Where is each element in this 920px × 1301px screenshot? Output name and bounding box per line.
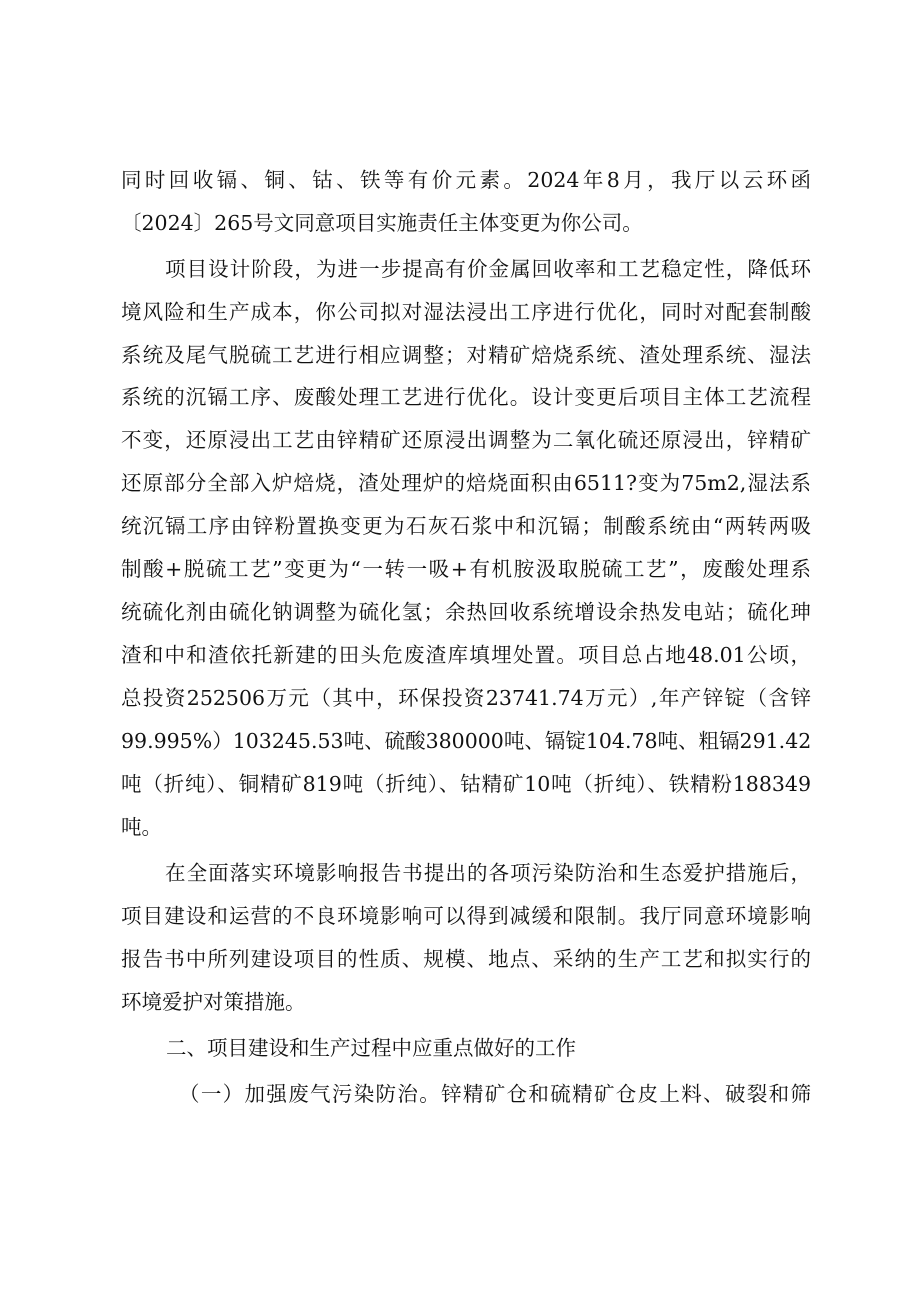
paragraph-2-line-12: 99.995%）103245.53吨、硫酸380000吨、镉锭104.78吨、粗镉291.42 xyxy=(121,729,811,753)
paragraph-2-line-4: 系统的沉镉工序、废酸处理工艺进行优化。设计变更后项目主体工艺流程 xyxy=(121,385,811,409)
paragraph-2-line-13: 吨（折纯）、铜精矿819吨（折纯）、钴精矿10吨（折纯）、铁精粉188349 xyxy=(121,772,811,796)
paragraph-2-line-7: 统沉镉工序由锌粉置换变更为石灰石浆中和沉镉；制酸系统由“两转两吸 xyxy=(121,514,811,538)
paragraph-2-line-10: 渣和中和渣依托新建的田头危废渣库填埋处置。项目总占地48.01公顷， xyxy=(121,643,811,667)
paragraph-2-line-8: 制酸+脱硫工艺”变更为“一转一吸+有机胺汲取脱硫工艺”，废酸处理系 xyxy=(121,557,811,581)
paragraph-2-line-3: 系统及尾气脱硫工艺进行相应调整；对精矿焙烧系统、渣处理系统、湿法 xyxy=(121,343,811,367)
subsection-line: （一）加强废气污染防治。锌精矿仓和硫精矿仓皮上料、破裂和筛 xyxy=(179,1082,811,1106)
paragraph-3-line-2: 项目建设和运营的不良环境影响可以得到减缓和限制。我厅同意环境影响 xyxy=(121,904,811,928)
paragraph-3-line-4: 环境爱护对策措施。 xyxy=(121,990,306,1014)
paragraph-2-line-5: 不变，还原浸出工艺由锌精矿还原浸出调整为二氧化硫还原浸出，锌精矿 xyxy=(121,428,811,452)
paragraph-2-line-2: 境风险和生产成本，你公司拟对湿法浸出工序进行优化，同时对配套制酸 xyxy=(121,300,811,324)
paragraph-2-line-9: 统硫化剂由硫化钠调整为硫化氢；余热回收系统增设余热发电站；硫化珅 xyxy=(121,600,811,624)
paragraph-3-line-3: 报告书中所列建设项目的性质、规模、地点、采纳的生产工艺和拟实行的 xyxy=(121,947,811,971)
paragraph-1-line-1: 同时回收镉、铜、钴、铁等有价元素。2024年8月，我厅以云环函 xyxy=(121,168,811,192)
paragraph-2-line-11: 总投资252506万元（其中，环保投资23741.74万元）,年产锌锭（含锌 xyxy=(121,686,811,710)
paragraph-2-line-1: 项目设计阶段，为进一步提高有价金属回收率和工艺稳定性，降低环 xyxy=(165,257,811,281)
section-heading: 二、项目建设和生产过程中应重点做好的工作 xyxy=(166,1036,576,1060)
paragraph-1-line-2: 〔2024〕265号文同意项目实施责任主体变更为你公司。 xyxy=(121,211,643,235)
paragraph-2-line-6: 还原部分全部入炉焙烧，渣处理炉的焙烧面积由6511?变为75m2,湿法系 xyxy=(121,471,811,495)
paragraph-3-line-1: 在全面落实环境影响报告书提出的各项污染防治和生态爱护措施后， xyxy=(165,861,811,885)
paragraph-2-line-14: 吨。 xyxy=(121,815,162,839)
